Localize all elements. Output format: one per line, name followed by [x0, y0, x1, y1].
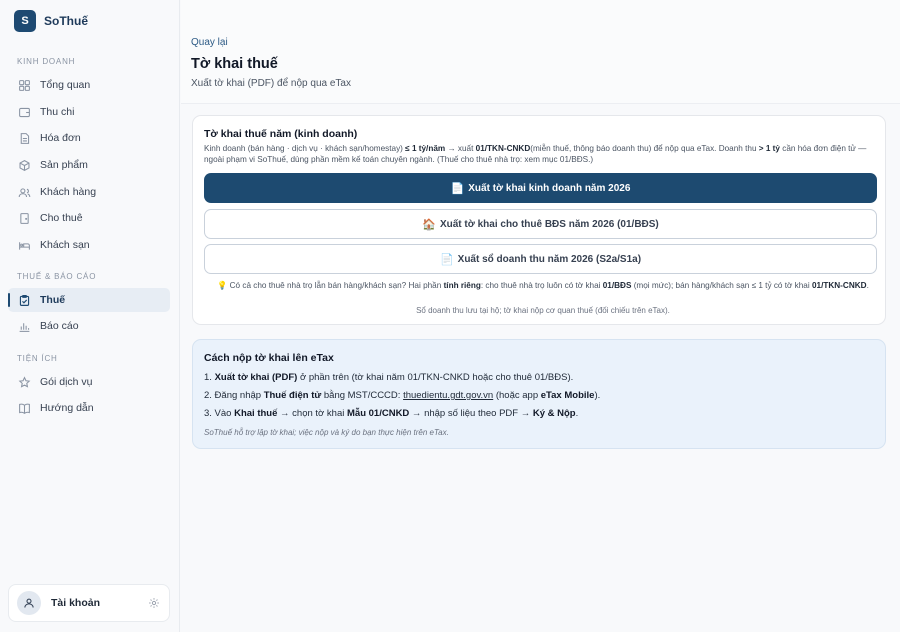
guide-step-3: 3. Vào Khai thuế → chọn tờ khai Mẫu 01/CNKD → nhập số liệu theo PDF → Ký & Nộp.	[204, 408, 579, 419]
sidebar	[0, 0, 180, 632]
page-subtitle: Xuất tờ khai (PDF) để nộp qua eTax	[191, 78, 351, 89]
sidebar-item-label: Hướng dẫn	[40, 402, 94, 414]
invoice-icon	[17, 131, 31, 145]
etax-guide-panel	[192, 339, 886, 449]
guide-title: Cách nộp tờ khai lên eTax	[204, 352, 334, 364]
main-content	[181, 0, 900, 632]
etax-link[interactable]: thuedientu.gdt.gov.vn	[403, 390, 494, 401]
user-icon	[23, 597, 35, 609]
section-label-tax-reports: THUẾ & BÁO CÁO	[17, 272, 97, 281]
clipboard-check-icon	[17, 293, 31, 307]
brand[interactable]	[14, 10, 88, 32]
button-label: Xuất tờ khai cho thuê BĐS năm 2026 (01/BĐS)	[439, 218, 659, 230]
section-label-business: KINH DOANH	[17, 57, 76, 66]
sidebar-item-tax[interactable]	[8, 288, 170, 312]
bar-chart-icon	[17, 319, 31, 333]
account-label: Tài khoản	[51, 597, 101, 609]
export-revenue-ledger-button[interactable]	[204, 244, 877, 274]
annual-return-card	[192, 115, 886, 325]
card-description: Kinh doanh (bán hàng · dịch vụ · khách sạn/homestay) ≤ 1 tỷ/năm → xuất 01/TKN-CNKD(miễn thuế, thông báo doanh thu) để nộp qua eTax. Doanh thu > 1 tỷ cần hóa đơn điện tử — ngoài phạm vi SoThuế, dùng phần mềm kế toán chuyên ngành. (Thuế cho thuê nhà trọ: xem mục 01/BĐS.)	[204, 144, 867, 164]
button-label: Xuất sổ doanh thu năm 2026 (S2a/S1a)	[457, 253, 642, 265]
card-title: Tờ khai thuế năm (kinh doanh)	[204, 128, 358, 140]
export-business-return-button[interactable]	[204, 173, 877, 203]
sidebar-item-label: Cho thuê	[40, 212, 83, 224]
star-icon	[17, 375, 31, 389]
brand-name: SoThuế	[44, 14, 88, 28]
document-icon: 📄	[439, 253, 454, 266]
sidebar-item-label: Thuế	[40, 294, 66, 306]
sidebar-item-income-expense[interactable]	[8, 100, 170, 124]
sidebar-item-rental[interactable]	[8, 206, 170, 230]
tip-text: 💡 Có cả cho thuê nhà trọ lẫn bán hàng/khách sạn? Hai phần tính riêng: cho thuê nhà trọ luôn có tờ khai 01/BĐS (mọi mức); bán hàng/khách sạn ≤ 1 tỷ có tờ khai 01/TKN-CNKD.	[217, 281, 869, 290]
sidebar-item-products[interactable]	[8, 153, 170, 177]
sidebar-item-label: Tổng quan	[40, 79, 91, 91]
sidebar-item-invoices[interactable]	[8, 126, 170, 150]
avatar	[17, 591, 41, 615]
section-label-utilities: TIỆN ÍCH	[17, 354, 58, 363]
sidebar-item-label: Khách hàng	[40, 186, 97, 198]
door-icon	[17, 211, 31, 225]
sidebar-item-reports[interactable]	[8, 314, 170, 338]
guide-step-1: 1. Xuất tờ khai (PDF) ở phần trên (tờ khai năm 01/TKN-CNKD hoặc cho thuê 01/BĐS).	[204, 372, 574, 383]
sidebar-item-label: Sản phẩm	[40, 159, 88, 171]
back-link[interactable]: Quay lại	[191, 37, 228, 48]
sidebar-item-overview[interactable]	[8, 73, 170, 97]
document-icon: 📄	[450, 182, 465, 195]
sidebar-item-label: Báo cáo	[40, 320, 79, 332]
gear-icon[interactable]	[147, 596, 161, 610]
wallet-icon	[17, 105, 31, 119]
guide-step-2: 2. Đăng nhập Thuế điện tử bằng MST/CCCD: thuedientu.gdt.gov.vn (hoặc app eTax Mobile).	[204, 390, 601, 401]
export-rental-return-button[interactable]	[204, 209, 877, 239]
users-icon	[17, 185, 31, 199]
sidebar-item-customers[interactable]	[8, 180, 170, 204]
page-title: Tờ khai thuế	[191, 56, 278, 72]
book-icon	[17, 401, 31, 415]
dashboard-icon	[17, 78, 31, 92]
ledger-note: Sổ doanh thu lưu tại hộ; tờ khai nộp cơ quan thuế (đối chiếu trên eTax).	[416, 306, 670, 315]
sidebar-item-label: Khách sạn	[40, 239, 90, 251]
sidebar-item-label: Hóa đơn	[40, 132, 81, 144]
sidebar-item-label: Gói dịch vụ	[40, 376, 93, 388]
box-icon	[17, 158, 31, 172]
sidebar-item-plans[interactable]	[8, 370, 170, 394]
button-label: Xuất tờ khai kinh doanh năm 2026	[468, 182, 631, 194]
brand-logo: S	[14, 10, 36, 32]
bed-icon	[17, 238, 31, 252]
sidebar-item-hotel[interactable]	[8, 233, 170, 257]
lightbulb-icon: 💡	[217, 281, 228, 290]
guide-footnote: SoThuế hỗ trợ lập tờ khai; việc nộp và ký do bạn thực hiện trên eTax.	[204, 428, 449, 437]
house-icon: 🏠	[422, 218, 436, 231]
page-header	[181, 0, 900, 104]
sidebar-item-label: Thu chi	[40, 106, 75, 118]
sidebar-item-guide[interactable]	[8, 396, 170, 420]
account-menu[interactable]	[8, 584, 170, 622]
